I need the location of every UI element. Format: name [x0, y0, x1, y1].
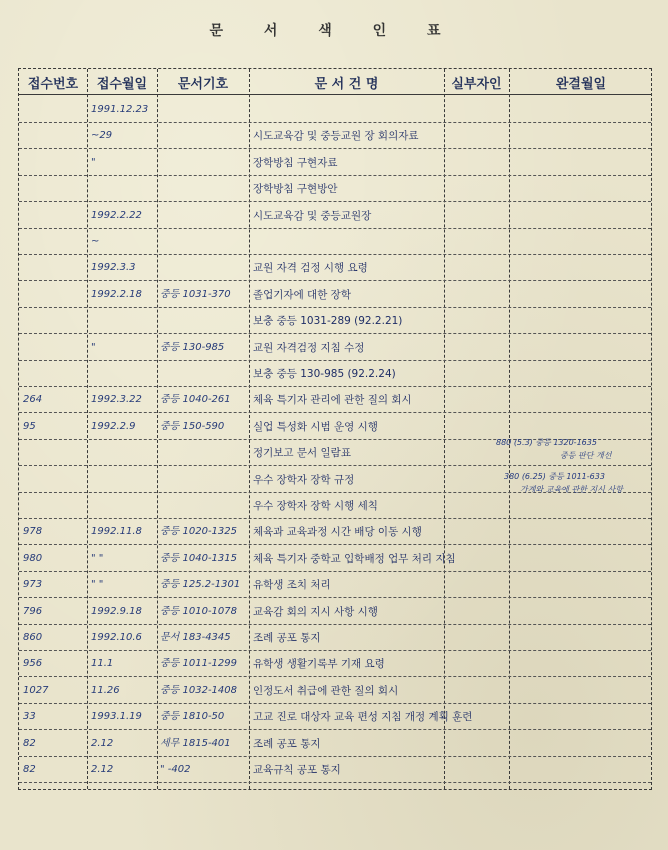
cell-receipt-number [23, 123, 85, 149]
cell-document-code: 중등 1810-50 [160, 711, 225, 723]
cell-receipt-date: " " [91, 552, 104, 564]
cell-document-code: 중등 1040-261 [160, 394, 231, 406]
cell-receipt-number [23, 335, 85, 361]
table-row [19, 704, 651, 730]
cell-receipt-date: 1991.12.23 [91, 104, 149, 115]
cell-receipt-date: 1993.1.19 [91, 711, 142, 723]
cell-receipt-date: " [91, 341, 96, 353]
cell-document-code [160, 97, 248, 123]
table-row [19, 150, 651, 176]
table-row [19, 572, 651, 598]
header-receipt-date: 접수월일 [96, 77, 148, 92]
cell-document-title: 우수 장학자 장학 시행 세칙 [253, 500, 378, 512]
table-row [19, 731, 651, 757]
table-row [19, 123, 651, 149]
cell-receipt-date [91, 467, 155, 493]
cell-document-code [160, 255, 248, 281]
margin-note: 가계와 교육에 관한 지시 사항 [520, 485, 623, 494]
cell-receipt-number [23, 361, 85, 387]
cell-document-title: 조례 공포 통지 [253, 632, 321, 644]
document-title: 문 서 색 인 표 [209, 23, 459, 39]
cell-receipt-date: 1992.2.22 [91, 209, 142, 221]
cell-document-code [160, 176, 248, 202]
table-row [19, 493, 651, 519]
cell-document-title: 실업 특성화 시범 운영 시행 [253, 420, 378, 433]
cell-receipt-date [91, 308, 155, 334]
table-row [19, 229, 651, 255]
margin-note: 중등 판단 개선 [560, 451, 612, 460]
header-seal: 실부자인 [451, 77, 502, 92]
cell-receipt-date: 2.12 [91, 737, 114, 749]
cell-receipt-date: 1992.11.8 [91, 526, 142, 538]
cell-document-title: 정기보고 문서 일람표 [253, 447, 351, 460]
table-row [19, 414, 651, 440]
cell-receipt-number: 796 [23, 605, 43, 617]
table-row [19, 335, 651, 361]
table-row [19, 519, 651, 545]
cell-receipt-number [23, 176, 85, 202]
cell-document-title: 체육 특기자 관리에 관한 질의 회시 [253, 394, 412, 407]
cell-document-title: 졸업기자에 대한 장학 [253, 288, 351, 301]
cell-document-title: 장학방침 구현방안 [253, 183, 338, 196]
table-row [19, 546, 651, 572]
cell-receipt-number: 1027 [23, 684, 49, 696]
cell-receipt-number [23, 203, 85, 229]
cell-document-code [160, 150, 248, 176]
cell-document-title: 시도교육감 및 중등교원 장 회의자료 [253, 130, 419, 143]
cell-receipt-number: 82 [23, 764, 36, 775]
cell-document-code: 중등 1032-1408 [160, 684, 238, 696]
cell-receipt-number: 264 [23, 394, 43, 406]
cell-receipt-number [23, 467, 85, 493]
cell-receipt-date: 1992.9.18 [91, 605, 142, 617]
cell-document-title: 우수 장학자 장학 규정 [253, 473, 355, 486]
cell-document-title: 보충 중등 1031-289 (92.2.21) [253, 315, 403, 328]
cell-document-title [253, 97, 443, 123]
header-completion-date: 완결월일 [555, 77, 607, 92]
cell-document-title: 체육과 교육과정 시간 배당 이동 시행 [253, 526, 422, 539]
cell-document-code: 중등 125.2-1301 [160, 579, 241, 591]
cell-document-title: 시도교육감 및 중등교원장 [253, 209, 372, 222]
cell-document-title: 교원 자격 검정 시행 요령 [253, 262, 368, 275]
cell-document-code [160, 440, 248, 466]
cell-document-code [160, 493, 248, 519]
cell-receipt-number: 860 [23, 632, 43, 643]
cell-document-code: 중등 1010-1078 [160, 605, 238, 617]
cell-receipt-date [91, 440, 155, 466]
cell-document-title: 유학생 생활기록부 기재 요령 [253, 658, 385, 671]
cell-document-title: 조례 공포 통지 [253, 737, 321, 750]
cell-receipt-number [23, 229, 85, 255]
header-rule [19, 94, 651, 95]
cell-receipt-number [23, 97, 85, 123]
cell-receipt-number: 95 [23, 420, 36, 432]
table-row [19, 599, 651, 625]
margin-note: 380 (6.25) 중등 1011-633 [504, 472, 605, 481]
cell-receipt-date [91, 493, 155, 519]
cell-document-code: 중등 1011-1299 [160, 658, 238, 670]
cell-receipt-date: " " [91, 579, 104, 591]
index-ledger-table [18, 68, 652, 790]
cell-document-code: 중등 150-590 [160, 420, 225, 432]
cell-document-code: 중등 1031-370 [160, 288, 231, 300]
cell-receipt-number: 33 [23, 711, 36, 723]
cell-receipt-number [23, 282, 85, 308]
cell-document-code: 중등 1040-1315 [160, 552, 238, 564]
cell-receipt-number [23, 308, 85, 334]
cell-receipt-number [23, 150, 85, 176]
cell-receipt-date: " [91, 156, 96, 168]
cell-receipt-date: 11.26 [91, 684, 120, 696]
cell-document-title: 장학방침 구현자료 [253, 156, 338, 169]
cell-document-title: 유학생 조치 처리 [253, 579, 331, 592]
cell-receipt-date: 2.12 [91, 764, 114, 775]
table-row [19, 361, 651, 387]
cell-document-title: 교육감 회의 지시 사항 시행 [253, 605, 378, 618]
cell-document-code [160, 203, 248, 229]
header-document-code: 문서기호 [177, 77, 229, 92]
cell-document-title [253, 229, 443, 255]
table-row [19, 282, 651, 308]
cell-document-code [160, 123, 248, 149]
header-receipt-number: 접수번호 [27, 77, 79, 92]
cell-receipt-number: 980 [23, 552, 43, 564]
cell-receipt-number: 973 [23, 579, 43, 591]
cell-document-code: 중등 130-985 [160, 341, 225, 353]
cell-document-code: " -402 [160, 764, 191, 775]
table-row [19, 387, 651, 413]
cell-receipt-number: 978 [23, 526, 43, 538]
cell-document-code: 중등 1020-1325 [160, 526, 238, 538]
cell-document-title: 보충 중등 130-985 (92.2.24) [253, 368, 396, 380]
cell-receipt-date: 1992.3.3 [91, 262, 136, 274]
cell-document-code [160, 467, 248, 493]
table-row [19, 176, 651, 202]
table-row [19, 757, 651, 783]
cell-receipt-date: 1992.10.6 [91, 632, 142, 643]
cell-receipt-number [23, 440, 85, 466]
margin-note: 880 (5.3) 중등 1320-1635 [496, 438, 597, 447]
table-row [19, 625, 651, 651]
cell-document-title: 고교 진로 대상자 교육 편성 지침 개정 계획 훈련 [253, 711, 473, 724]
cell-receipt-date [91, 176, 155, 202]
cell-receipt-number: 956 [23, 658, 43, 670]
table-row [19, 203, 651, 229]
cell-document-title: 교원 자격검정 지침 수정 [253, 341, 365, 354]
table-row [19, 678, 651, 704]
cell-document-code [160, 229, 248, 255]
cell-receipt-number: 82 [23, 737, 36, 749]
cell-receipt-date: ~ [91, 236, 100, 247]
cell-document-code: 문서 183-4345 [160, 632, 231, 643]
cell-receipt-number [23, 255, 85, 281]
cell-receipt-date: 1992.2.9 [91, 420, 136, 432]
cell-receipt-date: 11.1 [91, 658, 114, 670]
cell-receipt-date: ~29 [91, 130, 113, 142]
table-row [19, 97, 651, 123]
table-row [19, 651, 651, 677]
cell-document-code: 세무 1815-401 [160, 737, 231, 749]
cell-document-code [160, 308, 248, 334]
cell-document-title: 교육규칙 공포 통지 [253, 764, 341, 776]
cell-receipt-number [23, 493, 85, 519]
cell-document-title: 인정도서 취급에 관한 질의 회시 [253, 684, 399, 697]
table-row [19, 308, 651, 334]
cell-receipt-date: 1992.3.22 [91, 394, 142, 406]
header-document-title: 문 서 건 명 [314, 77, 379, 92]
cell-receipt-date [91, 361, 155, 387]
table-row [19, 255, 651, 281]
cell-document-code [160, 361, 248, 387]
cell-receipt-date: 1992.2.18 [91, 288, 142, 300]
cell-document-title: 체육 특기자 중학교 입학배정 업무 처리 지침 [253, 552, 456, 565]
